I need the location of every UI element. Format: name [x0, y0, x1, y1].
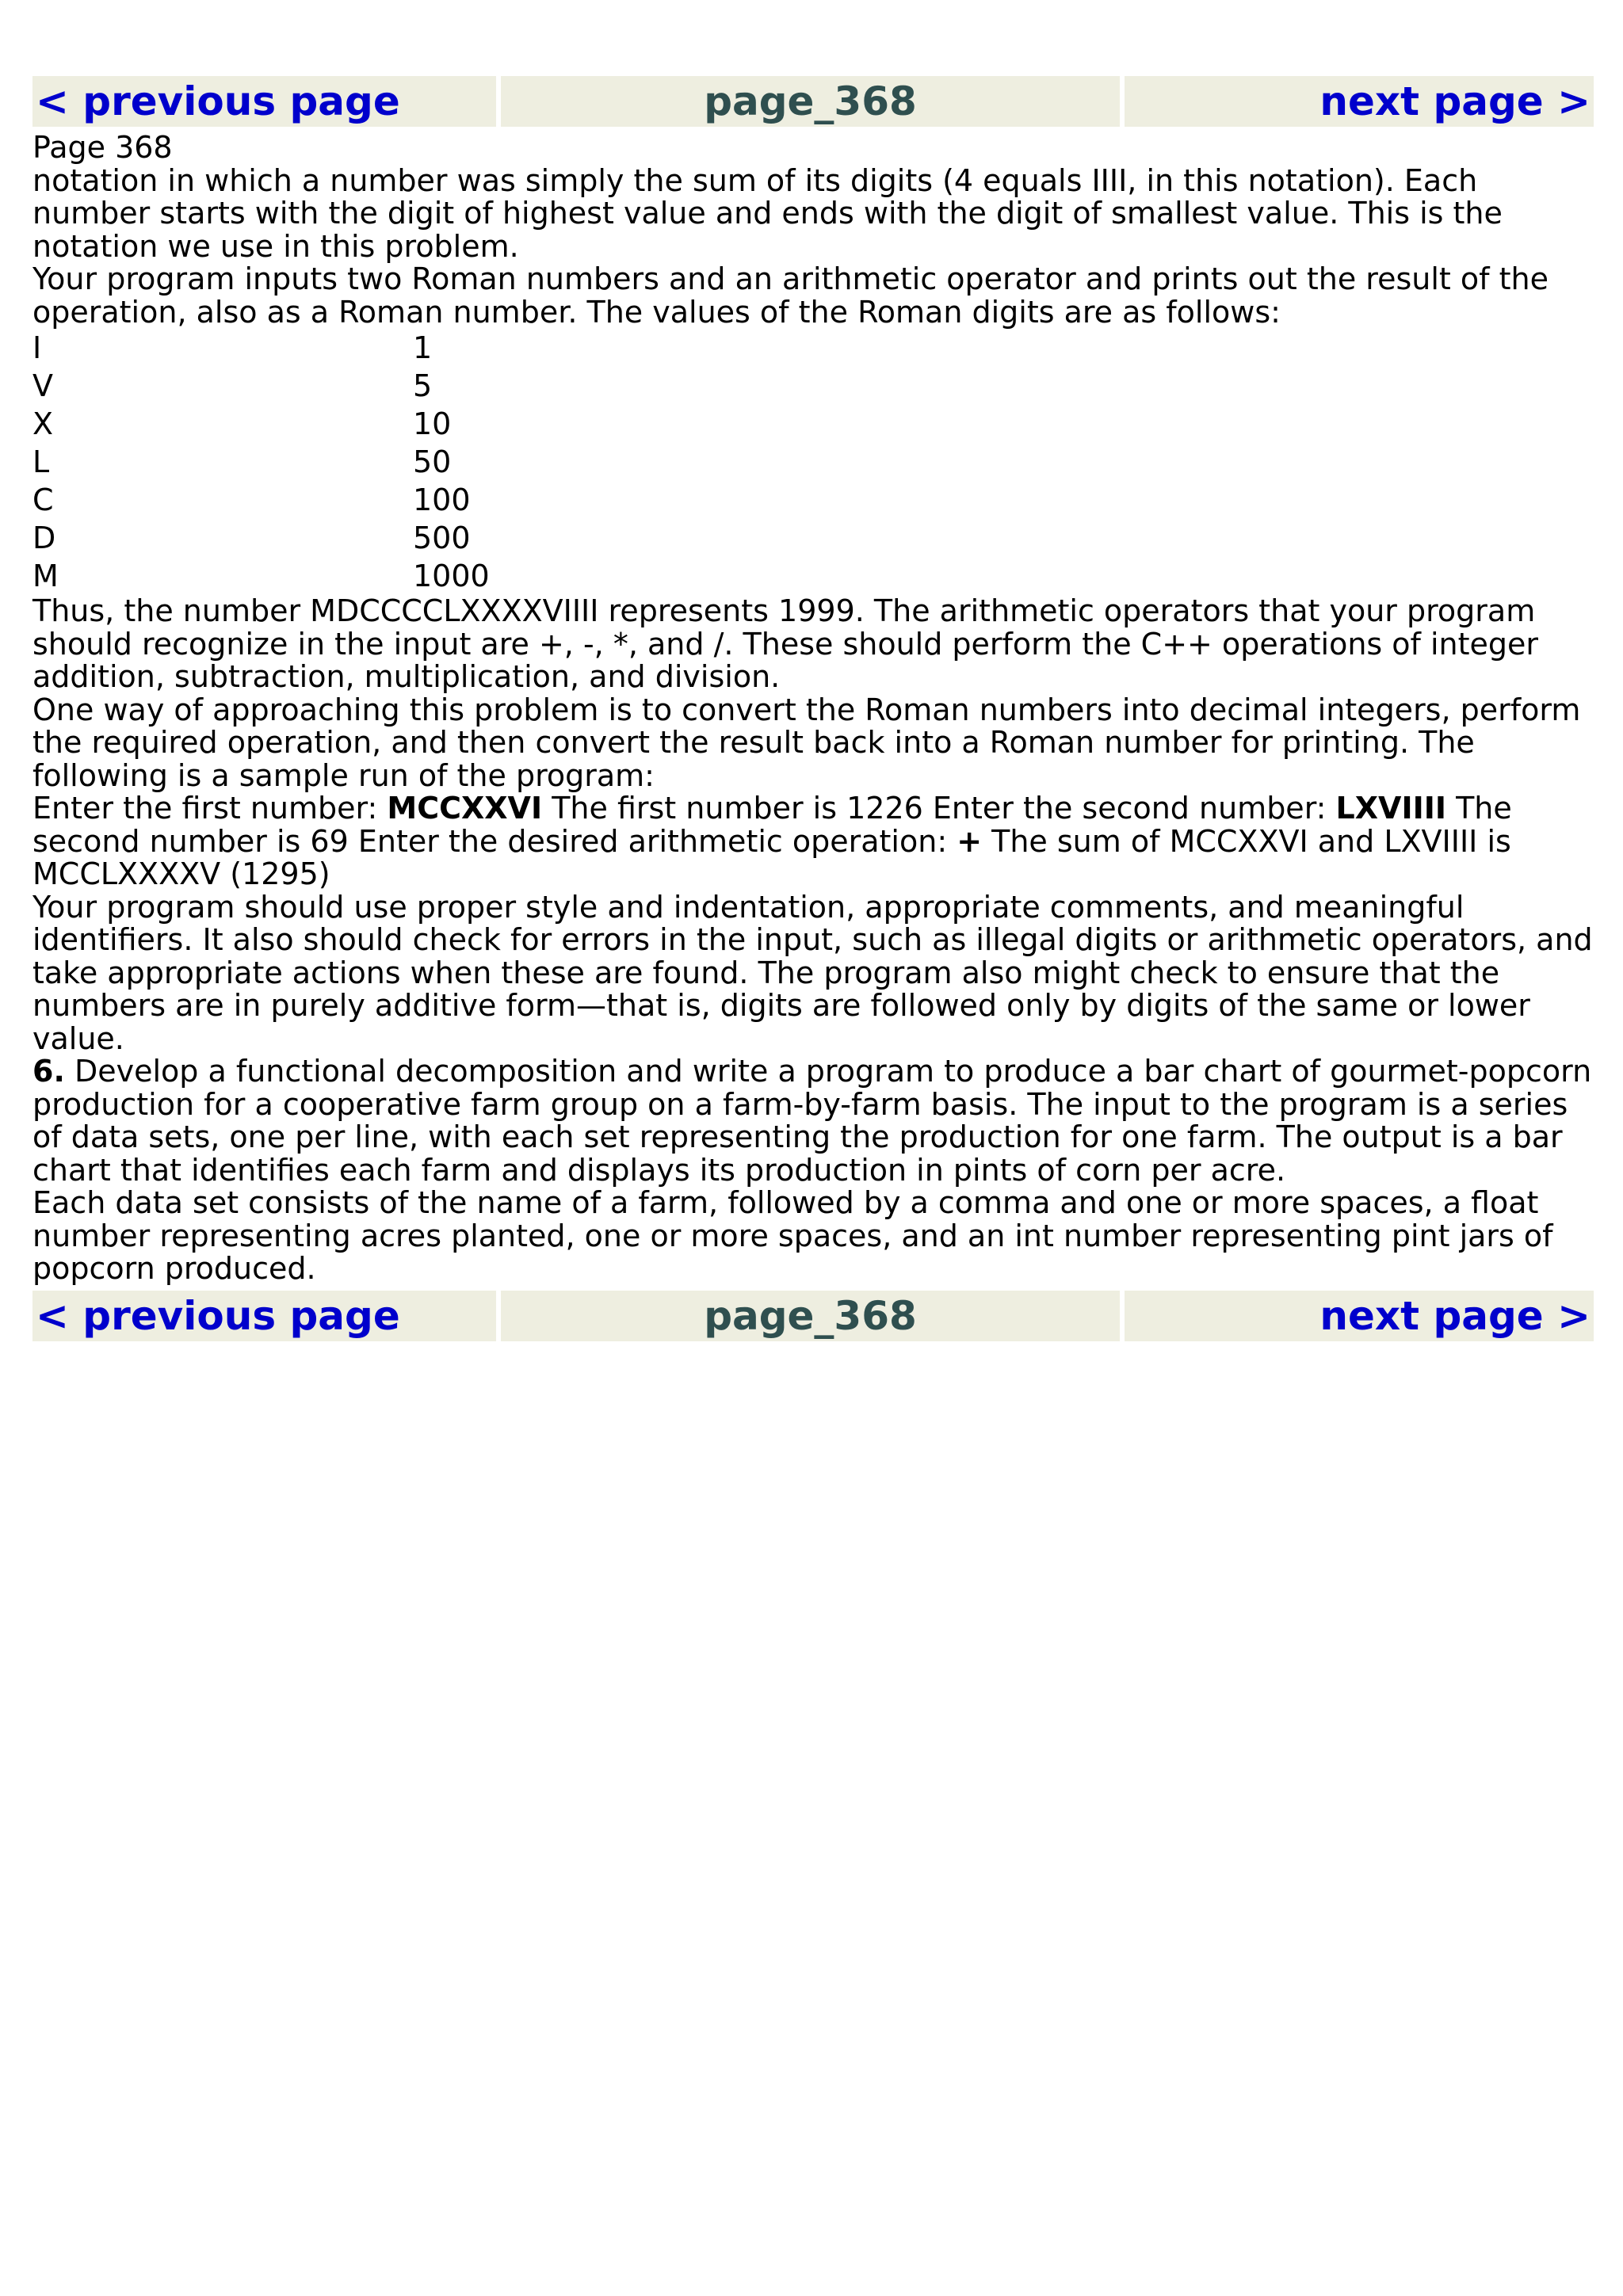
roman-digit-row: [32, 367, 490, 405]
sample-run-text: Enter the first number:: [32, 791, 388, 826]
sample-run-text: The first number is 1226 Enter the second number:: [542, 791, 1336, 826]
paragraph-style-requirements: Your program should use proper style and indentation, appropriate comments, and meaningful identifiers. It also should check for errors in the input, such as illegal digits or arithmetic operators, and take appropriate actions when these are found. The program also might check to ensure that the numbers are in purely additive form—that is, digits are followed only by digits of the same or lower value.: [32, 889, 1593, 1056]
paragraph-approach: One way of approaching this problem is to convert the Roman numbers into decimal integers, perform the required operation, and then convert the result back into a Roman number for printing. The following is a sample run of the program:: [32, 692, 1581, 793]
paragraph-program-inputs: Your program inputs two Roman numbers and an arithmetic operator and prints out the result of the operation, also as a Roman number. The values of the Roman digits are as follows:: [32, 261, 1549, 330]
roman-value: 1: [413, 330, 433, 365]
roman-symbol: C: [32, 482, 54, 517]
top-next-page-link[interactable]: next page >: [1319, 78, 1591, 124]
sample-run-input: LXVIIII: [1335, 791, 1447, 826]
exercise-6: [32, 1055, 1594, 1187]
bottom-navbar: [32, 1291, 1594, 1341]
bottom-nav-prev-cell: [32, 1291, 496, 1341]
roman-value: 10: [413, 406, 452, 441]
roman-digit-row: [32, 481, 490, 519]
paragraph-roman-notation: notation in which a number was simply the sum of its digits (4 equals IIII, in this notation). Each number starts with the digit of highest value and ends with the digit of smallest value. This is the notation we use in this problem.: [32, 162, 1503, 264]
roman-digit-table: [32, 329, 490, 595]
roman-value: 1000: [413, 559, 490, 593]
roman-symbol: I: [32, 330, 42, 365]
roman-symbol: D: [32, 521, 56, 555]
roman-value: 100: [413, 482, 471, 517]
roman-digit-row: [32, 329, 490, 367]
top-nav-next-cell: [1125, 76, 1594, 127]
roman-digit-row: [32, 519, 490, 557]
page-content: [32, 127, 1594, 1291]
roman-value: 500: [413, 521, 471, 555]
paragraph-operators: Thus, the number MDCCCCLXXXXVIIII represents 1999. The arithmetic operators that your program should recognize in the input are +, -, *, and /. These should perform the C++ operations of integer addition, subtraction, multiplication, and division.: [32, 593, 1539, 694]
page: [32, 76, 1594, 1341]
exercise-number: 6.: [32, 1054, 65, 1089]
roman-symbol: X: [32, 406, 54, 441]
top-navbar: [32, 76, 1594, 127]
top-previous-page-link[interactable]: < previous page: [36, 78, 400, 124]
sample-run: [32, 792, 1594, 891]
roman-value: 5: [413, 368, 433, 403]
bottom-nav-next-cell: [1125, 1291, 1594, 1341]
sample-run-text: The second number is 69 Enter the desired arithmetic operation:: [32, 791, 1512, 859]
roman-digit-row: [32, 443, 490, 481]
roman-digit-row: [32, 405, 490, 443]
roman-value: 50: [413, 444, 452, 479]
roman-symbol: M: [32, 559, 59, 593]
sample-run-text: The sum of MCCXXVI and LXVIIII is MCCLXXXXV (1295): [32, 823, 1511, 891]
roman-digit-row: [32, 557, 490, 595]
top-nav-prev-cell: [32, 76, 496, 127]
bottom-page-label: page_368: [501, 1291, 1120, 1341]
sample-run-input: +: [957, 823, 983, 859]
sample-run-input: MCCXXVI: [387, 791, 543, 826]
exercise-6-text: Develop a functional decomposition and write a program to produce a bar chart of gourmet-popcorn production for a cooperative farm group on a farm-by-farm basis. The input to the program is a series of data sets, one per line, with each set representing the production for one farm. The output is a bar chart that identifies each farm and displays its production in pints of corn per acre.: [32, 1054, 1592, 1188]
page-number: Page 368: [32, 130, 173, 165]
roman-symbol: L: [32, 444, 50, 479]
paragraph-data-sets: Each data set consists of the name of a farm, followed by a comma and one or more spaces, a float number representing acres planted, one or more spaces, and an int number representing pint jars of popcorn produced.: [32, 1185, 1553, 1286]
bottom-next-page-link[interactable]: next page >: [1319, 1292, 1591, 1339]
bottom-previous-page-link[interactable]: < previous page: [36, 1292, 400, 1339]
roman-symbol: V: [32, 368, 53, 403]
top-page-label: page_368: [501, 76, 1120, 127]
